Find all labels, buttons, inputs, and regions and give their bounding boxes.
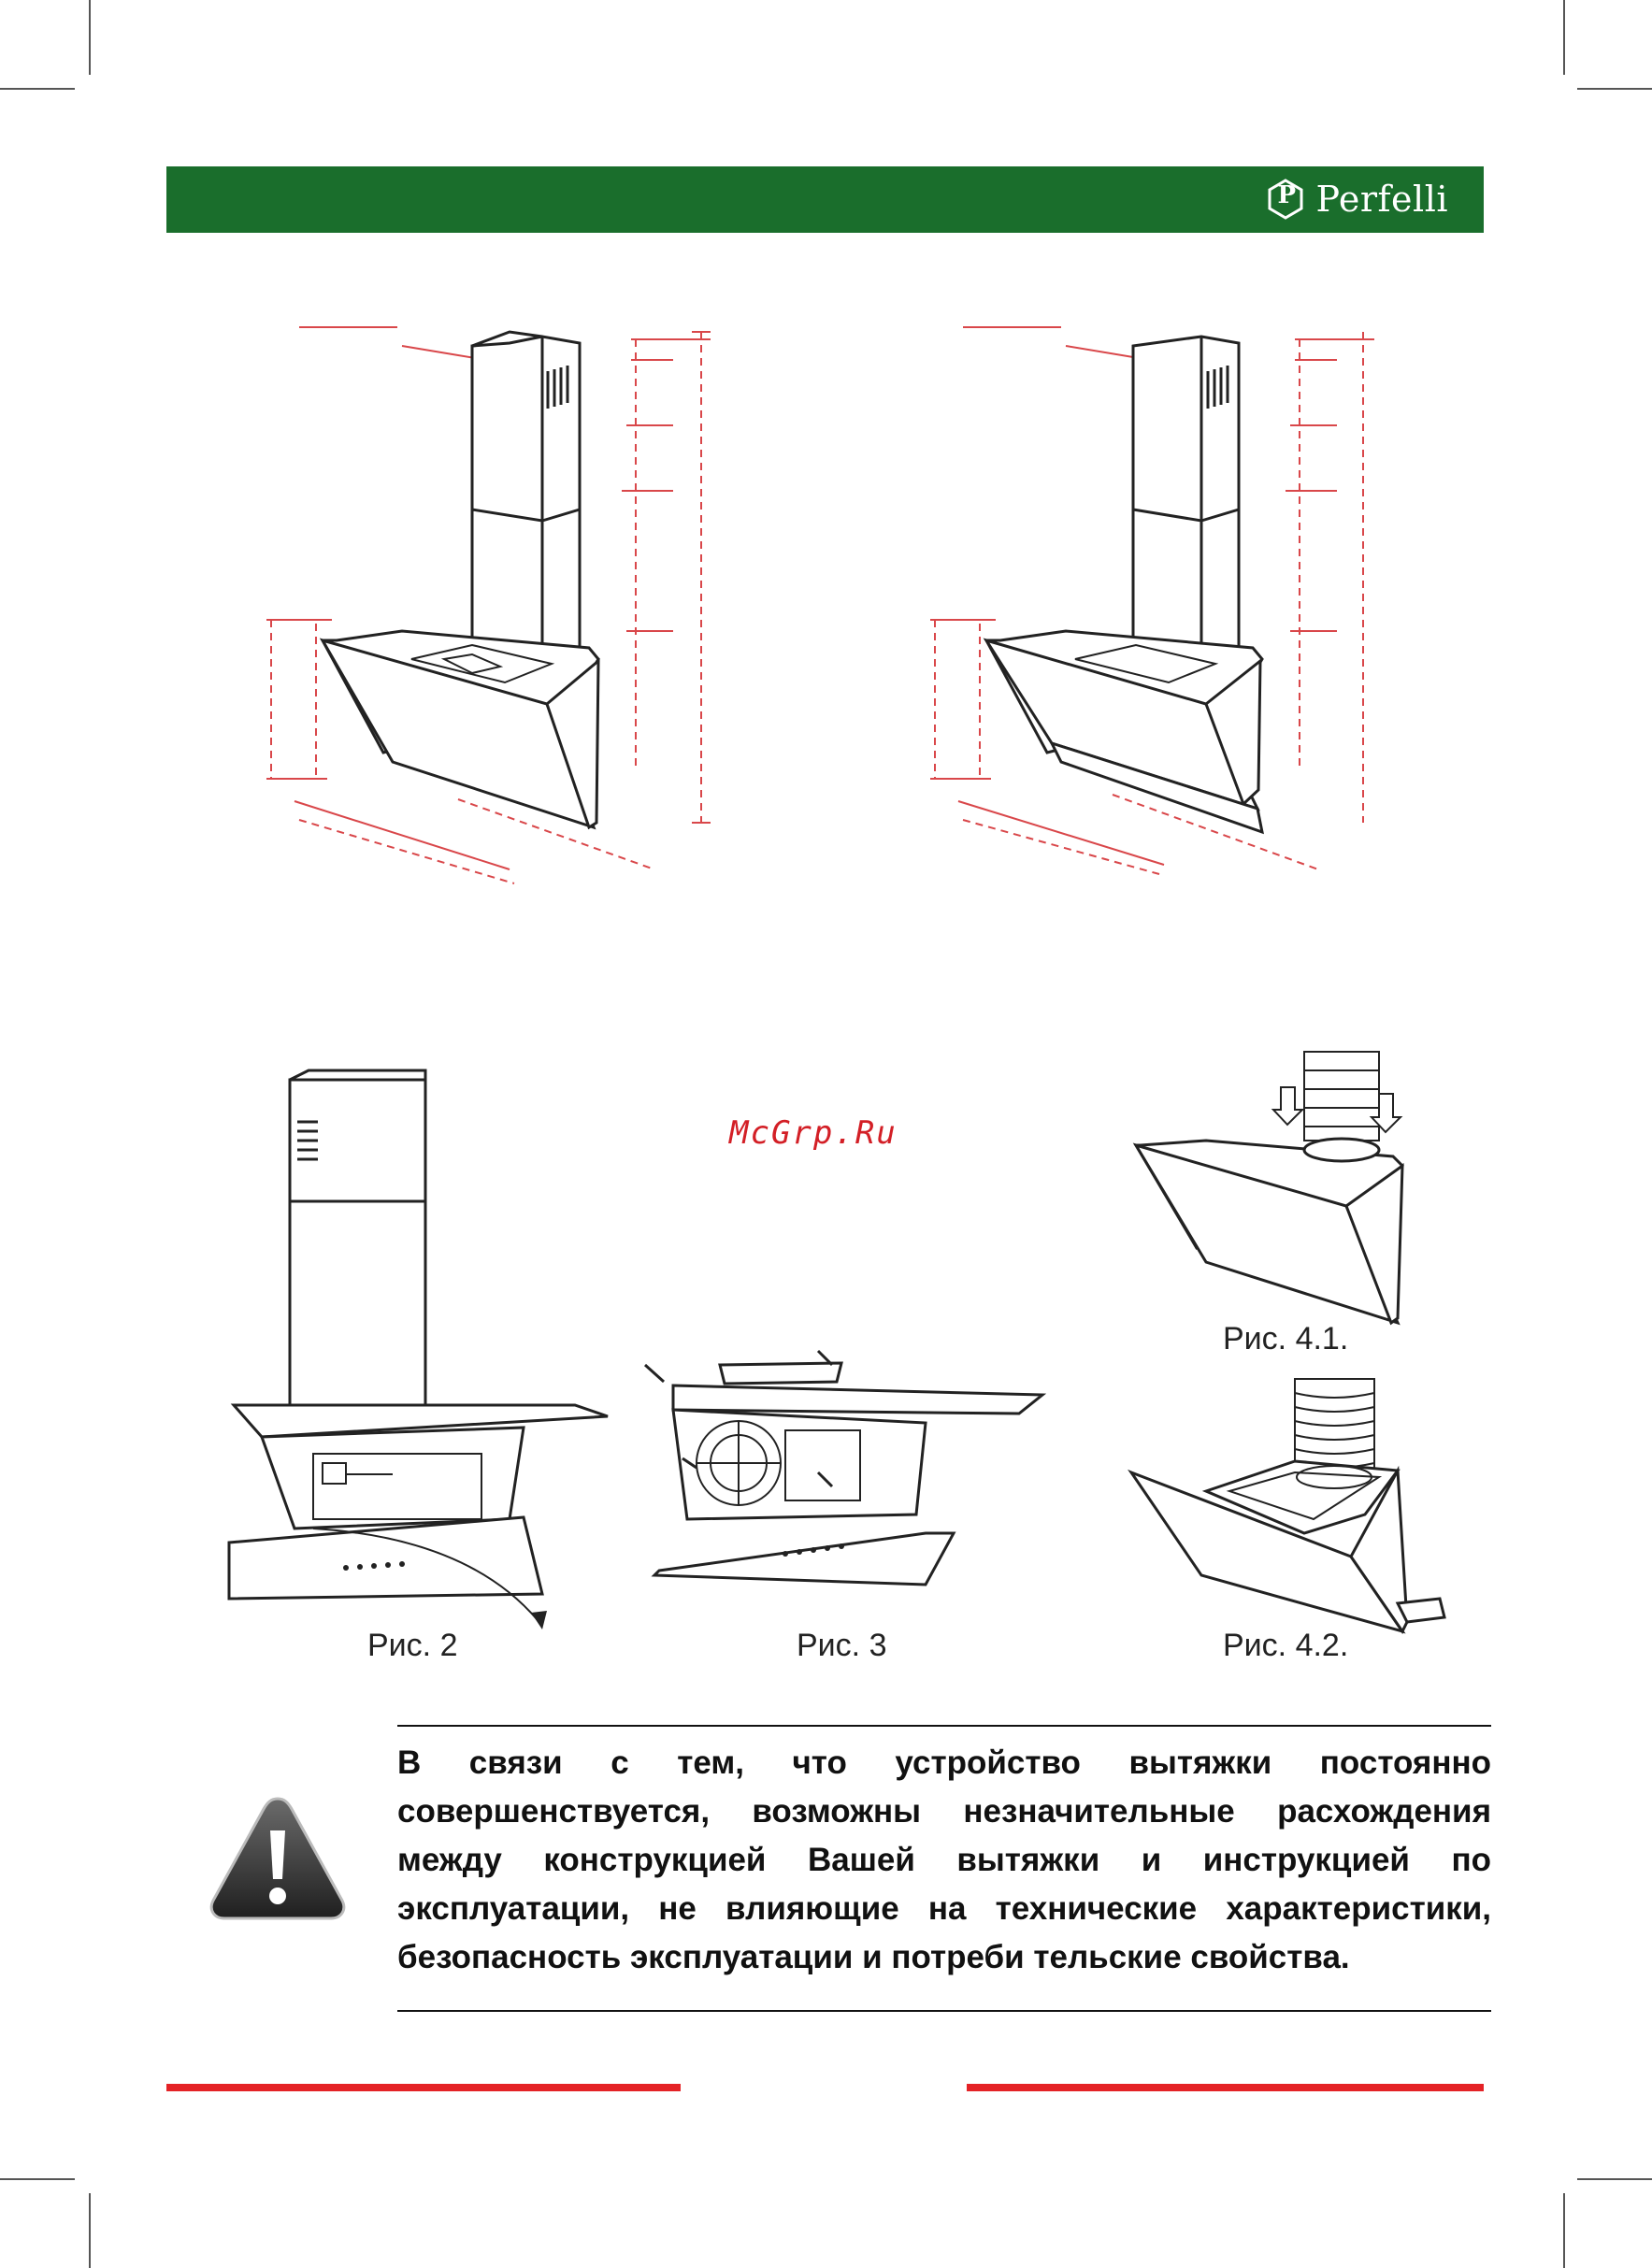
crop-mark xyxy=(1577,2178,1652,2180)
notice-bottom-rule xyxy=(397,2010,1491,2012)
watermark: McGrp.Ru xyxy=(729,1114,898,1152)
notice-top-rule xyxy=(397,1725,1491,1727)
figure-2-caption: Рис. 2 xyxy=(367,1628,458,1663)
figure-4-2-caption: Рис. 4.2. xyxy=(1223,1628,1349,1663)
logo-letter: P xyxy=(1277,181,1297,209)
crop-mark xyxy=(1577,88,1652,90)
brand-name: Perfelli xyxy=(1315,179,1448,220)
crop-mark xyxy=(89,2193,91,2268)
dimension-drawing-left xyxy=(271,323,720,883)
brand-logo xyxy=(1265,178,1448,221)
figure-2-illustration xyxy=(224,1070,617,1641)
figure-4-1-caption: Рис. 4.1. xyxy=(1223,1321,1349,1356)
footer-rule-left xyxy=(166,2084,681,2091)
crop-mark xyxy=(0,2178,75,2180)
figure-3-illustration xyxy=(645,1346,1047,1585)
figure-4-2-illustration xyxy=(1127,1370,1454,1631)
warning-icon xyxy=(208,1793,348,1924)
header-bar xyxy=(166,166,1484,233)
footer-rule-right xyxy=(967,2084,1484,2091)
dimension-drawing-right xyxy=(935,323,1384,883)
notice-text: В связи с тем, что устройство вытяжки постоянно совершенствуется, возможны незначительные расхождения между конструкцией Вашей вытяжки и инструкцией по эксплуатации, не влияющие на технические характеристики, безопасность эксплуатации и потреби тельские свойства. xyxy=(397,1744,1491,1975)
crop-mark xyxy=(0,88,75,90)
crop-mark xyxy=(89,0,91,75)
crop-mark xyxy=(1563,2193,1565,2268)
figure-4-1-illustration xyxy=(1131,1052,1430,1332)
crop-mark xyxy=(1563,0,1565,75)
figure-3-caption: Рис. 3 xyxy=(797,1628,887,1663)
